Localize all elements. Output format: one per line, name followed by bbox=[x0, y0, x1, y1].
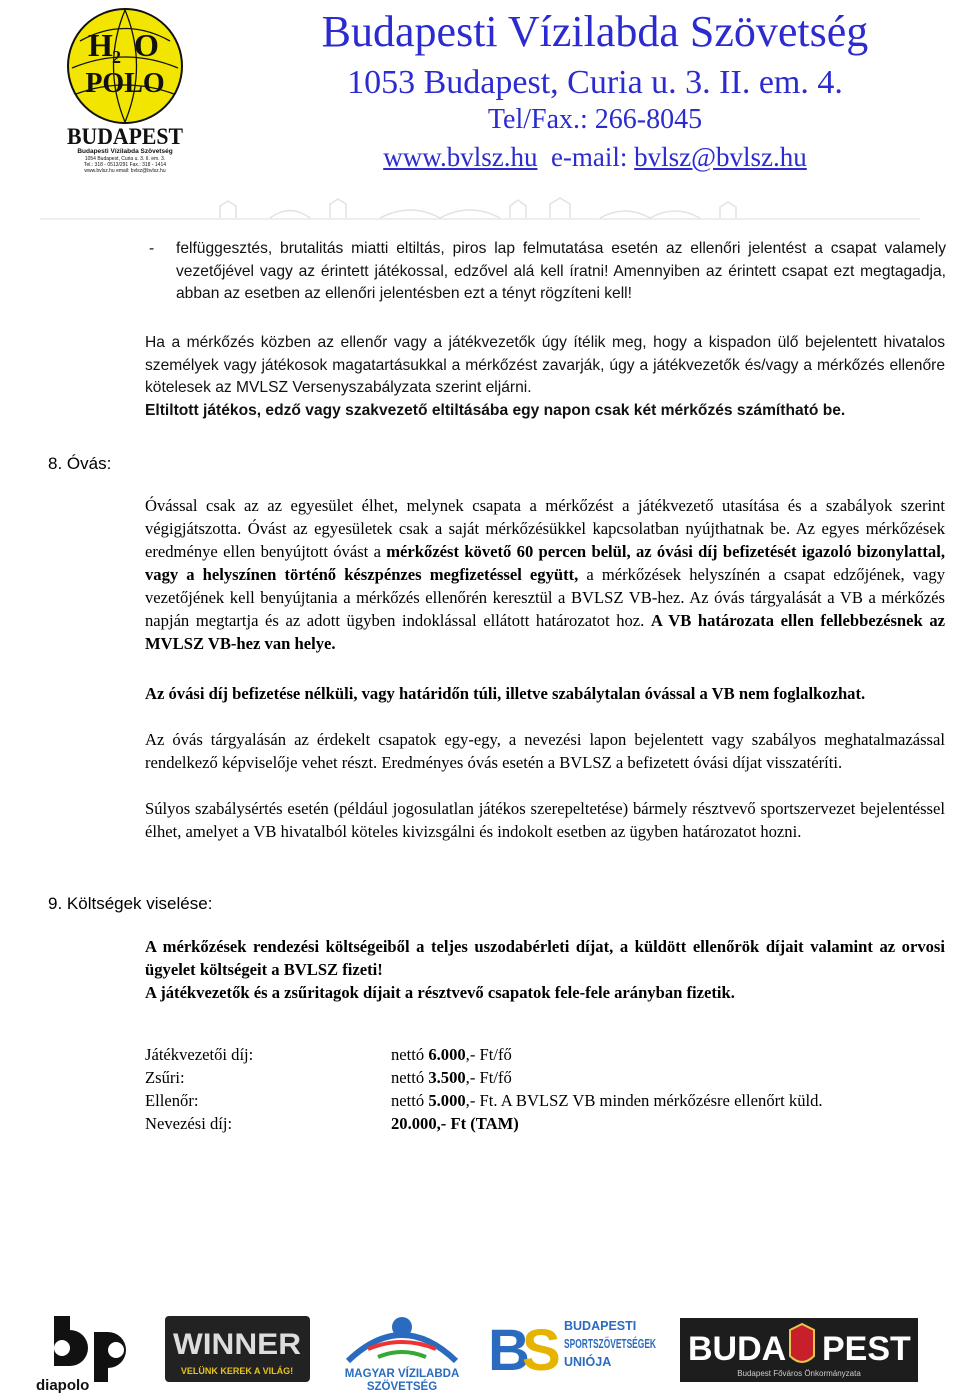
website-link[interactable]: www.bvlsz.hu bbox=[383, 142, 538, 172]
section-8-paragraph-2: Az óvási díj befizetése nélküli, vagy határidőn túli, illetve szabálytalan óvással a VB nem foglalkozhat. bbox=[145, 684, 866, 703]
budapest-right: PEST bbox=[822, 1330, 911, 1368]
logo-2: 2 bbox=[112, 47, 121, 67]
fee-prefix: nettó bbox=[391, 1068, 429, 1087]
org-title: Budapesti Vízilabda Szövetség bbox=[321, 7, 869, 56]
section-8-paragraph-1 bbox=[145, 494, 945, 655]
svg-text:S: S bbox=[522, 1318, 561, 1383]
diapolo-text: diapolo bbox=[36, 1377, 90, 1394]
logo-city: BUDAPEST bbox=[67, 124, 183, 149]
winner-slogan: VELÜNK KEREK A VILÁG! bbox=[180, 1366, 294, 1376]
section-9-heading: 9. Költségek viselése: bbox=[48, 894, 213, 913]
intro-bold-line: Eltiltott játékos, edző vagy szakvezető eltiltásába egy napon csak két mérkőzés számítható be. bbox=[145, 402, 846, 419]
s8-p1-bold: mérkőzést követő 60 percen belül, az óvási díj befizetését igazoló bizonylattal, vagy a helyszínen történő készpénzes megfizetéssel együtt, bbox=[145, 542, 945, 584]
fee-prefix: nettó bbox=[391, 1045, 429, 1064]
fee-value bbox=[391, 1089, 823, 1112]
logo-caption3: Tel.: 318 - 0513/291 Fax.: 318 - 1414 bbox=[84, 162, 166, 168]
logo-h: H bbox=[88, 27, 113, 63]
s8-p1-rest: a mérkőzések helyszínén a csapat edzőjének, vagy vezetőjének kell benyújtania a mérkőzés ellenőrén keresztül a BVLSZ VB-hez. Az óvás tárgyalását a VB a mérkőzés napján megtartja és az adott ügyben indoklással ellátott határozatot hoz. bbox=[145, 565, 945, 630]
fee-label: Ellenőr: bbox=[145, 1091, 199, 1110]
fee-amount: 6.000 bbox=[428, 1045, 466, 1064]
fee-label: Játékvezetői díj: bbox=[145, 1045, 254, 1064]
svg-text:B: B bbox=[488, 1318, 530, 1383]
org-contact-line bbox=[250, 144, 940, 171]
logo-caption2: 1054 Budapest, Curia u. 3. II. em. 3. bbox=[84, 156, 166, 162]
bssz-line2: SPORTSZÖVETSÉGEK bbox=[564, 1337, 701, 1351]
header-ornament bbox=[40, 198, 920, 224]
intro-paragraph: Ha a mérkőzés közben az ellenőr vagy a játékvezetők úgy ítélik meg, hogy a kispadon ülő bejelentett hivatalos személyek vagy játékosok magatartásukkal a mérkőzést zavarják, úgy a játékvezetők és/vagy a mérkőzés ellenőre kötelesek az MVLSZ Versenyszabályzata szerint eljárni. bbox=[145, 334, 945, 396]
diapolo-logo bbox=[32, 1310, 150, 1392]
s8-p1-bold2: A VB határozata ellen fellebbezésnek az MVLSZ VB-hez van helye. bbox=[145, 611, 945, 653]
mvlsz-line1: MAGYAR VÍZILABDA bbox=[344, 1368, 460, 1380]
email-label: e-mail: bbox=[550, 142, 628, 172]
budapest-left: BUDA bbox=[688, 1330, 787, 1368]
bssz-line1: BUDAPESTI bbox=[564, 1319, 637, 1333]
budapest-logo bbox=[680, 1318, 918, 1382]
section-9-paragraph-1: A mérkőzések rendezési költségeiből a teljes uszodabérleti díjat, a küldött ellenőrök díjait valamint az orvosi ügyelet költségeit a BVLSZ fizeti! bbox=[145, 937, 945, 979]
fee-prefix: nettó bbox=[391, 1091, 429, 1110]
winner-text: WINNER bbox=[173, 1328, 302, 1361]
budapest-sub: Budapest Főváros Önkormányzata bbox=[737, 1369, 861, 1378]
logo-caption1: Budapesti Vízilabda Szövetség bbox=[77, 148, 173, 155]
email-link[interactable]: bvlsz@bvlsz.hu bbox=[634, 142, 807, 172]
fee-suffix: ,- Ft. A BVLSZ VB minden mérkőzésre ellenőrt küld. bbox=[465, 1091, 823, 1110]
bvlsz-logo bbox=[62, 6, 188, 176]
bullet-dash: - bbox=[149, 240, 155, 257]
s8-p1-text: Óvással csak az az egyesület élhet, melynek csapata a mérkőzést a játékvezető utasítása és a szabályok szerint végigjátszotta. Óvást az egyesületek csak a saját mérkőzésükkel kapcsolatban nyújthatnak be. Az egyes mérkőzések eredménye ellen benyújtott óvást a bbox=[145, 496, 945, 561]
logo-o: O bbox=[134, 27, 159, 63]
fee-label: Zsűri: bbox=[145, 1068, 185, 1087]
org-address: 1053 Budapest, Curia u. 3. II. em. 4. bbox=[347, 64, 843, 101]
intro-bullet-text: felfüggesztés, brutalitás miatti eltiltás, piros lap felmutatása esetén az ellenőri jelentést a csapat valamely vezetőjével vagy az érintett játékossal, edzővel alá kell íratni! Amennyiben az érintett csapat ezt megtagadja, abban az esetben az ellenőri jelentésben ezt a tényt rögzíteni kell! bbox=[176, 240, 946, 302]
mvlsz-logo bbox=[328, 1305, 476, 1391]
fee-suffix: ,- Ft/fő bbox=[465, 1045, 512, 1064]
fee-label: Nevezési díj: bbox=[145, 1114, 233, 1133]
fee-amount: 5.000 bbox=[428, 1091, 466, 1110]
section-8-paragraph-4: Súlyos szabálysértés esetén (például jogosulatlan játékos szerepeltetése) bármely résztvevő sportszervezet bejelentéssel élhet, amelyet a VB hivatalból köteles kivizsgálni és indokolt esetben az ügyben határozatot hozni. bbox=[145, 799, 945, 841]
mvlsz-line2: SZÖVETSÉG bbox=[366, 1381, 438, 1393]
logo-polo: POLO bbox=[85, 68, 165, 99]
section-8-paragraph-3: Az óvás tárgyalásán az érdekelt csapatok egy-egy, a nevezési lapon bejelentett vagy szabályos meghatalmazással rendelkező képviselője vehet részt. Eredményes óvás esetén a BVLSZ a befizetett óvási díjat visszatéríti. bbox=[145, 730, 945, 772]
winner-logo bbox=[165, 1316, 310, 1382]
fee-value bbox=[391, 1066, 512, 1089]
bssz-line3: UNIÓJA bbox=[564, 1355, 612, 1369]
org-telfax: Tel/Fax.: 266-8045 bbox=[487, 104, 703, 135]
logo-caption4: www.bvlsz.hu email: bvlsz@bvlsz.hu bbox=[84, 168, 166, 174]
section-9-paragraph-2: A játékvezetők és a zsűritagok díjait a résztvevő csapatok fele-fele arányban fizetik. bbox=[145, 983, 735, 1002]
bssz-logo bbox=[488, 1308, 701, 1388]
fee-amount: 20.000,- Ft (TAM) bbox=[391, 1114, 519, 1133]
fee-amount: 3.500 bbox=[428, 1068, 466, 1087]
fee-value bbox=[391, 1112, 519, 1135]
fee-suffix: ,- Ft/fő bbox=[465, 1068, 512, 1087]
section-8-heading: 8. Óvás: bbox=[48, 454, 112, 473]
fee-value bbox=[391, 1043, 512, 1066]
